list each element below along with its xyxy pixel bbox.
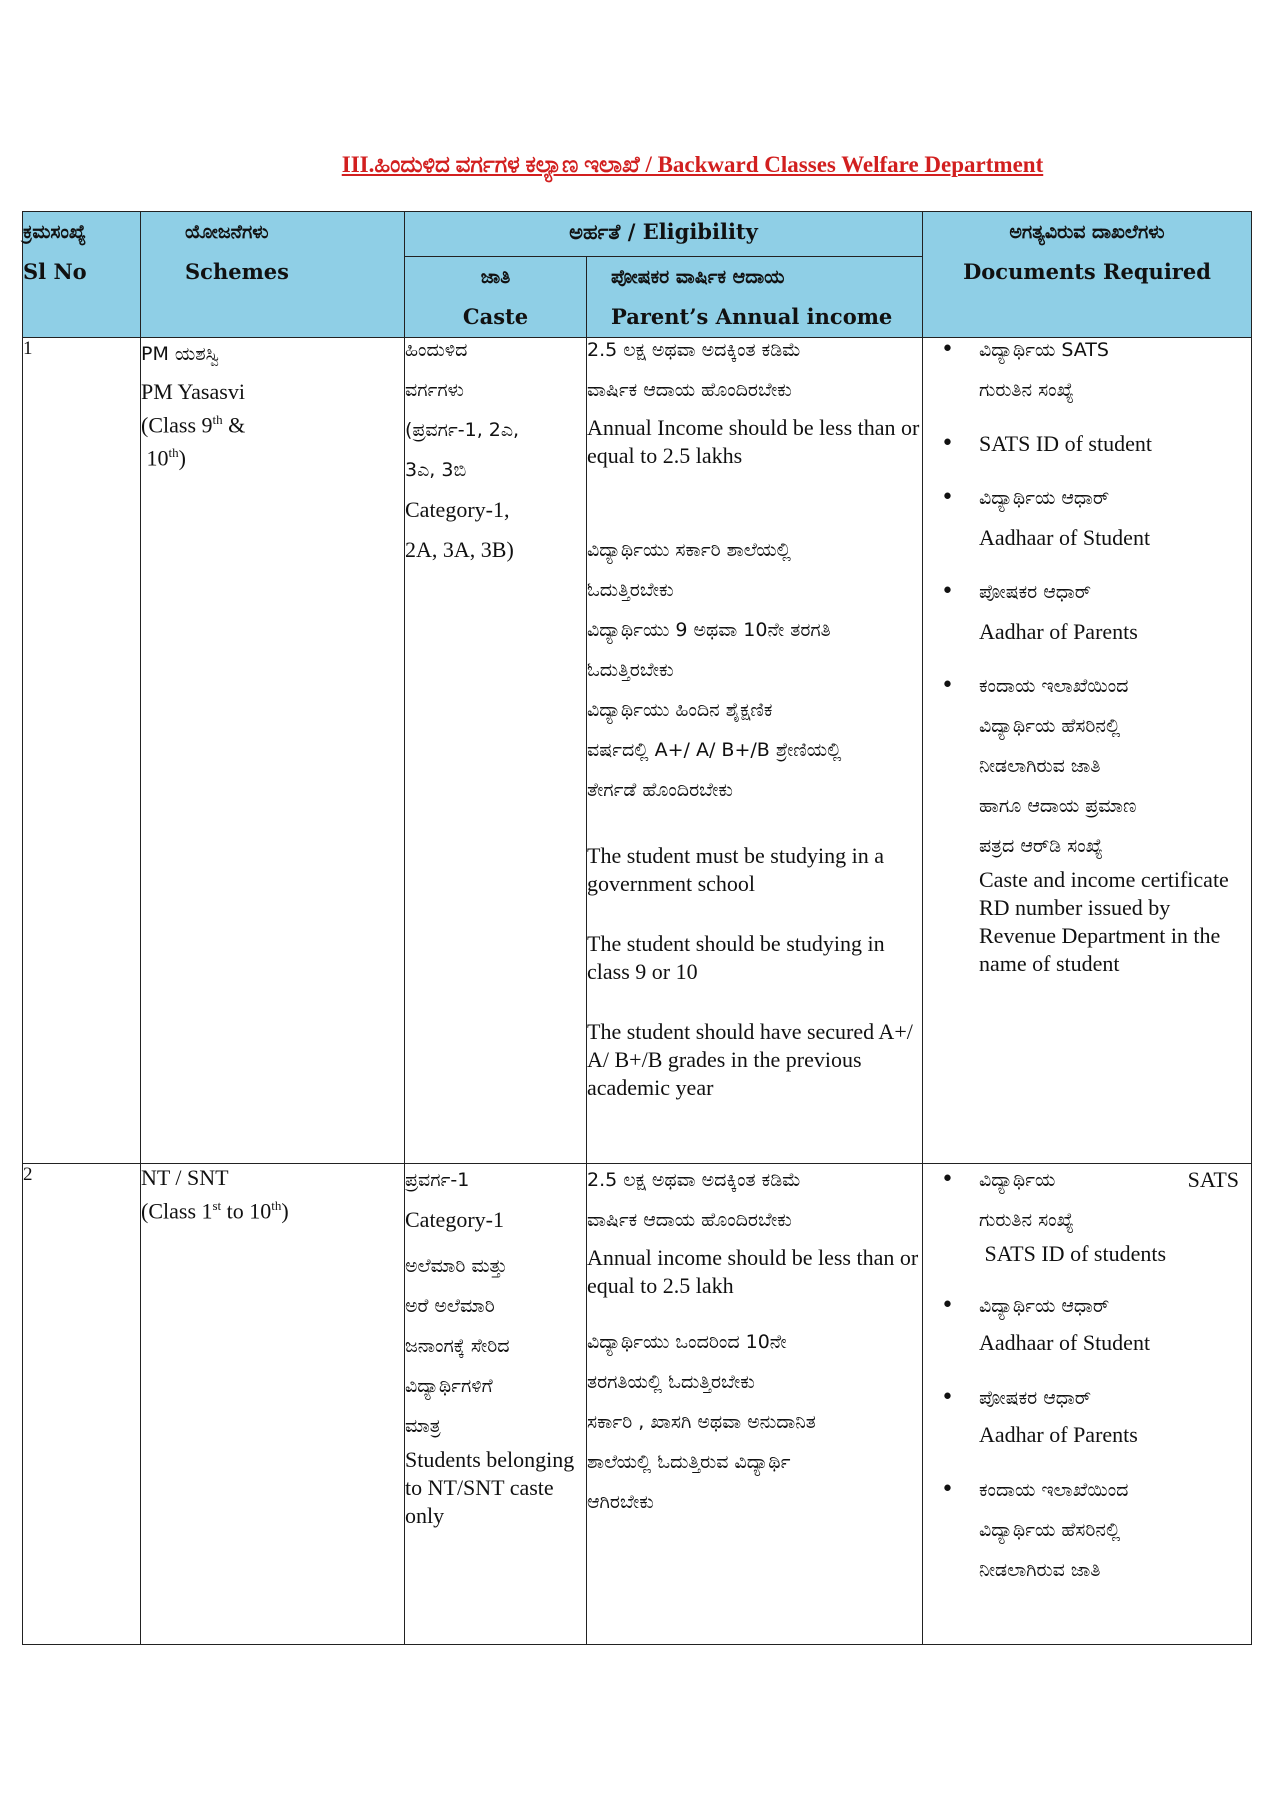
header-documents — [923, 212, 1252, 338]
row-2-documents — [923, 1164, 1252, 1645]
row-1-scheme-kn: PM ಯಶಸ್ವಿ — [141, 343, 220, 365]
eligibility-line: ತೇರ್ಗಡೆ ಹೊಂದಿರಬೇಕು — [587, 779, 733, 801]
doc-kn: • ವಿದ್ಯಾರ್ಥಿಯ — [979, 1169, 1056, 1191]
row-1-slno: 1 — [23, 338, 141, 1164]
caste-line: 2A, 3A, 3B) — [405, 537, 514, 562]
header-row-1 — [23, 212, 1252, 257]
caste-line: Category-1 — [405, 1207, 504, 1232]
eligibility-line: ಶಾಲೆಯಲ್ಲಿ ಓದುತ್ತಿರುವ ವಿದ್ಯಾರ್ಥಿ — [587, 1451, 791, 1473]
doc-en: SATS ID of students — [979, 1241, 1167, 1266]
doc-en: Caste and income certificate RD number issued by Revenue Department in the name of student — [979, 867, 1229, 976]
header-docs-kn: ಅಗತ್ಯವಿರುವ ದಾಖಲೆಗಳು — [1009, 221, 1165, 243]
row-2-slno: 2 — [23, 1164, 141, 1645]
row-1-income-eligibility — [587, 338, 923, 1164]
caste-line: (ಪ್ರವರ್ಗ-1, 2ಎ, — [405, 419, 520, 441]
class-sup: th — [271, 1198, 282, 1213]
header-eligibility: ಅರ್ಹತೆ / Eligibility — [405, 212, 923, 257]
header-income — [587, 257, 923, 338]
row-2-caste — [405, 1164, 587, 1645]
doc-kn-line — [979, 1160, 1239, 1200]
row-2-income-eligibility — [587, 1164, 923, 1645]
income-line: ವಾರ್ಷಿಕ ಆದಾಯ ಹೊಂದಿರಬೇಕು — [587, 379, 792, 401]
class-text: ) — [178, 445, 186, 471]
row-1-documents — [923, 338, 1252, 1164]
income-line: 2.5 ಲಕ್ಷ ಅಥವಾ ಅದಕ್ಕಿಂತ ಕಡಿಮೆ — [587, 339, 802, 361]
eligibility-line: ವಿದ್ಯಾರ್ಥಿಯು ಒಂದರಿಂದ 10ನೇ — [587, 1331, 787, 1353]
doc-kn: ಗುರುತಿನ ಸಂಖ್ಯೆ — [979, 379, 1074, 401]
document-item — [979, 1378, 1239, 1452]
caste-line: ಜನಾಂಗಕ್ಕೆ ಸೇರಿದ — [405, 1335, 510, 1357]
caste-line: ಹಿಂದುಳಿದ — [405, 339, 468, 361]
document-item — [979, 478, 1239, 558]
eligibility-line: ವಿದ್ಯಾರ್ಥಿಯು ಹಿಂದಿನ ಶೈಕ್ಷಣಿಕ — [587, 699, 773, 721]
header-slno-kn: ಕ್ರಮಸಂಖ್ಯೆ — [23, 221, 87, 243]
class-text: & — [222, 412, 246, 438]
caste-en: Students belonging to NT/SNT caste only — [405, 1447, 575, 1528]
doc-kn: ಗುರುತಿನ ಸಂಖ್ಯೆ — [979, 1209, 1074, 1231]
eligibility-line: ಓದುತ್ತಿರಬೇಕು — [587, 659, 674, 681]
doc-kn: • ವಿದ್ಯಾರ್ಥಿಯ ಆಧಾರ್ — [979, 487, 1110, 509]
caste-line: ಮಾತ್ರ — [405, 1415, 441, 1437]
eligibility-line: ಆಗಿರಬೇಕು — [587, 1491, 654, 1513]
row-1-caste — [405, 338, 587, 1164]
doc-kn: • ವಿದ್ಯಾರ್ಥಿಯ SATS — [979, 339, 1109, 361]
doc-en: Aadhaar of Student — [979, 525, 1151, 550]
class-text: (Class 9 — [141, 412, 213, 438]
row-1-scheme — [141, 338, 405, 1164]
header-income-kn: ಪೋಷಕರ ವಾರ್ಷಿಕ ಆದಾಯ — [611, 266, 785, 288]
eligibility-en: The student must be studying in a government school — [587, 843, 884, 896]
eligibility-line: ಓದುತ್ತಿರಬೇಕು — [587, 579, 674, 601]
doc-kn: ನೀಡಲಾಗಿರುವ ಜಾತಿ — [979, 755, 1101, 777]
income-line: ವಾರ್ಷಿಕ ಆದಾಯ ಹೊಂದಿರಬೇಕು — [587, 1209, 792, 1231]
table-row — [23, 338, 1252, 1164]
document-item — [979, 1470, 1239, 1590]
class-sup: th — [212, 412, 223, 427]
doc-kn: ವಿದ್ಯಾರ್ಥಿಯ ಹೆಸರಿನಲ್ಲಿ — [979, 1519, 1121, 1541]
income-en: Annual Income should be less than or equal to 2.5 lakhs — [587, 415, 920, 468]
page-title: III.ಹಿಂದುಳಿದ ವರ್ಗಗಳ ಕಲ್ಯಾಣ ಇಲಾಖೆ / Backward Classes Welfare Department — [341, 152, 1044, 177]
doc-kn: • ಕಂದಾಯ ಇಲಾಖೆಯಿಂದ — [979, 1479, 1129, 1501]
doc-kn: ನೀಡಲಾಗಿರುವ ಜಾತಿ — [979, 1559, 1101, 1581]
row-1-scheme-en: PM Yasasvi — [141, 379, 245, 404]
class-text: to 10 — [221, 1198, 272, 1224]
income-line: 2.5 ಲಕ್ಷ ಅಥವಾ ಅದಕ್ಕಿಂತ ಕಡಿಮೆ — [587, 1169, 802, 1191]
doc-en: • SATS ID of student — [979, 431, 1152, 456]
document-item — [979, 330, 1239, 410]
doc-kn: ಪತ್ರದ ಆರ್‌ಡಿ ಸಂಖ್ಯೆ — [979, 835, 1103, 857]
header-caste-kn: ಜಾತಿ — [480, 266, 511, 288]
header-schemes-en: Schemes — [185, 259, 289, 284]
header-slno-en: Sl No — [23, 259, 87, 284]
row-2-scheme — [141, 1164, 405, 1645]
doc-kn: • ಪೋಷಕರ ಆಧಾರ್ — [979, 581, 1091, 603]
doc-en: Aadhar of Parents — [979, 619, 1138, 644]
class-sup: th — [168, 445, 179, 461]
class-sup: st — [212, 1198, 222, 1213]
header-slno — [23, 212, 141, 338]
document-item — [979, 1160, 1239, 1268]
caste-line: ವರ್ಗಗಳು — [405, 379, 464, 401]
header-caste — [405, 257, 587, 338]
header-docs-en: Documents Required — [963, 259, 1211, 284]
row-1-scheme-class — [141, 406, 404, 473]
eligibility-line: ವರ್ಷದಲ್ಲಿ A+/ A/ B+/B ಶ್ರೇಣಿಯಲ್ಲಿ — [587, 739, 842, 761]
doc-en: Aadhaar of Student — [979, 1330, 1151, 1355]
row-2-scheme-class — [141, 1192, 404, 1225]
doc-en: Aadhar of Parents — [979, 1422, 1138, 1447]
caste-line: ಪ್ರವರ್ಗ-1 — [405, 1169, 470, 1191]
eligibility-line: ತರಗತಿಯಲ್ಲಿ ಓದುತ್ತಿರಬೇಕು — [587, 1371, 755, 1393]
doc-kn: ವಿದ್ಯಾರ್ಥಿಯ ಹೆಸರಿನಲ್ಲಿ — [979, 715, 1121, 737]
income-en: Annual income should be less than or equal to 2.5 lakh — [587, 1245, 919, 1298]
caste-line: Category-1, — [405, 497, 510, 522]
class-text: ) — [281, 1198, 289, 1224]
class-text: 10 — [146, 445, 169, 471]
table-row — [23, 1164, 1252, 1645]
doc-en: SATS — [1187, 1167, 1239, 1192]
header-schemes — [141, 212, 405, 338]
caste-line: ವಿದ್ಯಾರ್ಥಿಗಳಿಗೆ — [405, 1375, 493, 1397]
schemes-table — [22, 211, 1252, 1645]
eligibility-line: ವಿದ್ಯಾರ್ಥಿಯು ಸರ್ಕಾರಿ ಶಾಲೆಯಲ್ಲಿ — [587, 539, 791, 561]
document-item — [979, 424, 1239, 464]
caste-line: ಅಲೆಮಾರಿ ಮತ್ತು — [405, 1255, 508, 1277]
eligibility-en: The student should have secured A+/ A/ B+/B grades in the previous academic year — [587, 1019, 913, 1100]
doc-kn: • ಪೋಷಕರ ಆಧಾರ್ — [979, 1387, 1091, 1409]
header-caste-en: Caste — [462, 304, 529, 329]
caste-line: 3ಎ, 3ಬಿ — [405, 459, 467, 481]
eligibility-line: ಸರ್ಕಾರಿ , ಖಾಸಗಿ ಅಥವಾ ಅನುದಾನಿತ — [587, 1411, 816, 1433]
document-item — [979, 572, 1239, 652]
document-item — [979, 1286, 1239, 1360]
doc-kn: ಹಾಗೂ ಆದಾಯ ಪ್ರಮಾಣ — [979, 795, 1137, 817]
document-item — [979, 666, 1239, 978]
header-income-en: Parent’s Annual income — [611, 304, 893, 329]
header-schemes-kn: ಯೋಜನೆಗಳು — [185, 221, 269, 243]
caste-line: ಅರೆ ಅಲೆಮಾರಿ — [405, 1295, 495, 1317]
doc-kn: • ಕಂದಾಯ ಇಲಾಖೆಯಿಂದ — [979, 675, 1129, 697]
class-text: (Class 1 — [141, 1198, 213, 1224]
row-2-scheme-en: NT / SNT — [141, 1165, 229, 1190]
eligibility-line: ವಿದ್ಯಾರ್ಥಿಯು 9 ಅಥವಾ 10ನೇ ತರಗತಿ — [587, 619, 831, 641]
doc-kn: • ವಿದ್ಯಾರ್ಥಿಯ ಆಧಾರ್ — [979, 1295, 1110, 1317]
eligibility-en: The student should be studying in class 9 or 10 — [587, 931, 885, 984]
